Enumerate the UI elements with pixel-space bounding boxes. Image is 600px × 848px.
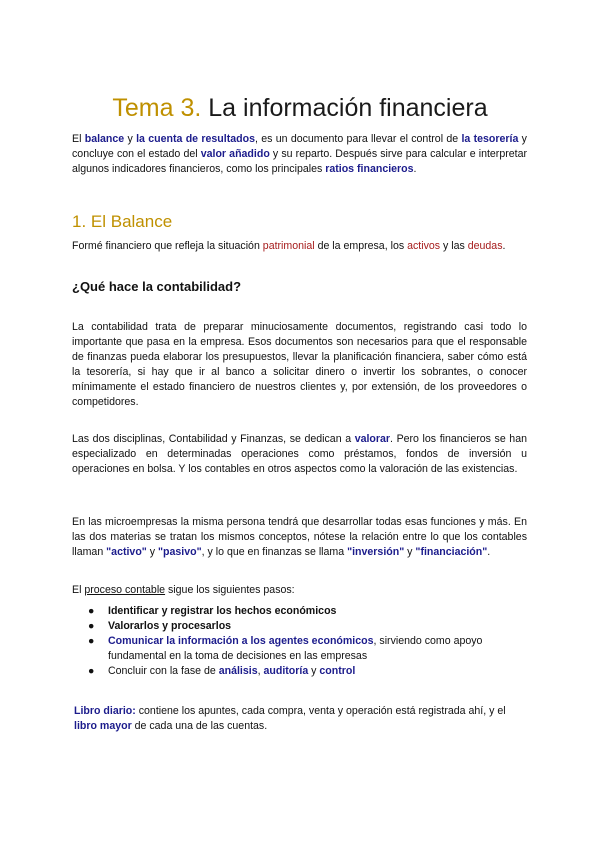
intro-paragraph [72, 132, 527, 177]
term-tesoreria: la tesorería [461, 133, 519, 145]
term-patrimonial: patrimonial [262, 240, 315, 252]
para-text: El [72, 584, 85, 596]
para-text: y [404, 546, 416, 558]
step-text: Valorarlos y procesarlos [108, 620, 232, 632]
proceso-paragraph [72, 583, 527, 598]
term-libro-diario: Libro diario: [74, 705, 136, 717]
term-deudas: deudas [467, 240, 503, 252]
intro-text: y [124, 133, 137, 145]
para-text: , y lo que en finanzas se llama [201, 546, 348, 558]
term-valor-anadido: valor añadido [200, 148, 270, 160]
para-text: . Pero los financieros se han especializado en determinadas operaciones como préstamos, fondos de inversión u operaciones en bolsa. Y los contables en otros aspectos como la valoración de las existencias. [72, 433, 527, 475]
term-financiacion: "financiación" [415, 546, 488, 558]
list-item [72, 664, 527, 679]
steps-list [72, 604, 527, 679]
section-heading-balance: 1. El Balance [72, 212, 173, 231]
intro-text: . [413, 163, 417, 175]
disciplinas-paragraph [72, 432, 527, 477]
bullet-icon: ● [88, 620, 95, 632]
term-inversion: "inversión" [347, 546, 405, 558]
list-item [72, 619, 527, 634]
bullet-icon: ● [88, 605, 95, 617]
contabilidad-paragraph: La contabilidad trata de preparar minuciosamente documentos, registrando casi todo lo importante que pasa en la empresa. Esos documentos son necesarios para que el responsable de finanzas pueda elaborar los presupuestos, llevar la planificación financiera, saber cómo está la tesorería, si hay que ir al banco a solicitar dinero o invertir los sobrantes, o conocer mínimamente el estado financiero de nuestros clientes y, por extensión, de los proveedores o competidores. [72, 321, 527, 408]
term-control: control [319, 665, 356, 677]
bullet-icon: ● [88, 665, 95, 677]
term-activo: "activo" [106, 546, 147, 558]
term-valorar: valorar [354, 433, 391, 445]
intro-text: y concluye con el estado del [72, 133, 527, 160]
step-text: Identificar y registrar los hechos económicos [108, 605, 337, 617]
term-balance: balance [84, 133, 125, 145]
title-rest: La información financiera [208, 94, 488, 122]
intro-text: , es un documento para llevar el control de [254, 133, 462, 145]
term-proceso-contable: proceso contable [84, 584, 166, 596]
definition-paragraph [72, 239, 527, 254]
microempresas-paragraph [72, 515, 527, 560]
list-item [72, 634, 527, 664]
para-text: Las dos disciplinas, Contabilidad y Finanzas, se dedican a [72, 433, 355, 445]
para-text: sigue los siguientes pasos: [165, 584, 295, 596]
list-item [72, 604, 527, 619]
libro-paragraph [74, 704, 529, 734]
para-text: y [146, 546, 159, 558]
term-ratios-financieros: ratios financieros [325, 163, 414, 175]
term-cuenta-resultados: la cuenta de resultados [136, 133, 255, 145]
term-activos: activos [407, 240, 441, 252]
definition-text: y las [440, 240, 468, 252]
step-text: y [308, 665, 320, 677]
step-text: , sirviendo como apoyo fundamental en la toma de decisiones en las empresas [108, 635, 483, 662]
definition-text: . [502, 240, 506, 252]
definition-text: de la empresa, los [314, 240, 408, 252]
term-comunicar: Comunicar la información a los agentes económicos [108, 635, 374, 647]
term-pasivo: "pasivo" [158, 546, 202, 558]
definition-text: Formé financiero que refleja la situación [72, 240, 263, 252]
term-auditoria: auditoría [263, 665, 309, 677]
para-text: En las microempresas la misma persona tendrá que desarrollar todas esas funciones y más. En las dos materias se tratan los mismos conceptos, nótese la relación entre lo que los contables llaman [72, 516, 527, 558]
term-libro-mayor: libro mayor [74, 720, 132, 732]
subheading-contabilidad: ¿Qué hace la contabilidad? [72, 279, 242, 294]
intro-text: y su reparto. Después sirve para calcular e interpretar algunos indicadores financieros, como los principales [72, 148, 527, 175]
step-text: Concluir con la fase de [108, 665, 219, 677]
para-text: . [487, 546, 491, 558]
step-text: , [257, 665, 264, 677]
para-text: contiene los apuntes, cada compra, venta y operación está registrada ahí, y el [135, 705, 506, 717]
page-title [0, 92, 600, 124]
title-lead: Tema 3. [112, 94, 202, 122]
bullet-icon: ● [88, 635, 95, 647]
intro-text: El [72, 133, 85, 145]
para-text: de cada una de las cuentas. [131, 720, 268, 732]
term-analisis: análisis [218, 665, 258, 677]
